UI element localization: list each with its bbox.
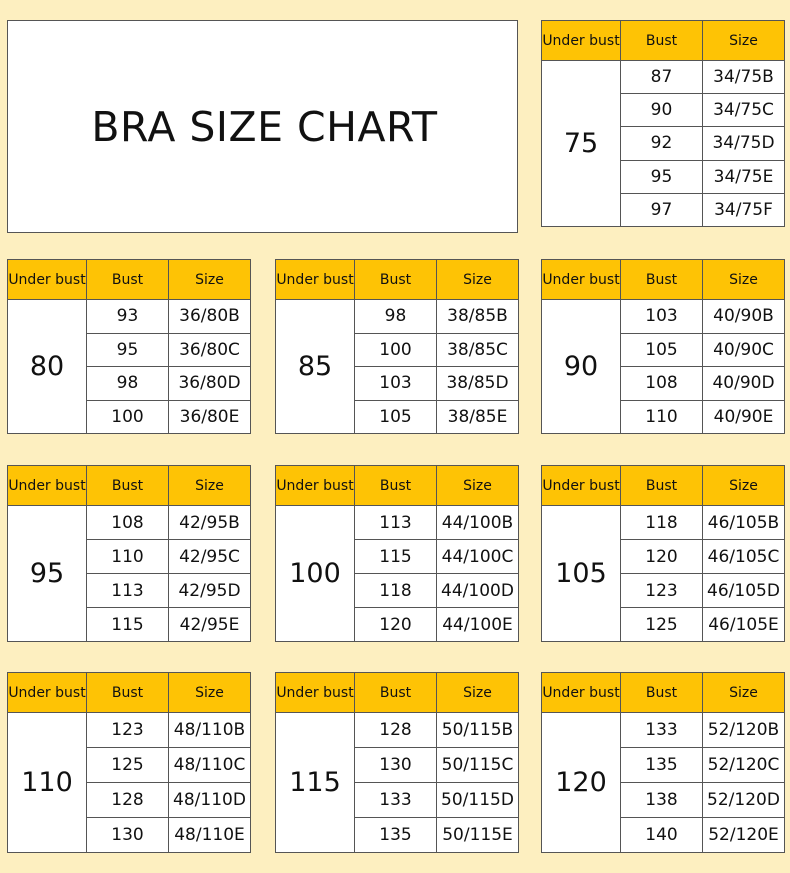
size-value: 36/80E xyxy=(169,400,251,434)
size-header: Size xyxy=(437,673,519,713)
bust-value: 115 xyxy=(87,608,169,642)
under-bust-value: 75 xyxy=(542,61,621,227)
under-bust-value: 85 xyxy=(276,300,355,434)
table-row xyxy=(542,300,785,334)
size-value: 42/95D xyxy=(169,574,251,608)
size-value: 40/90C xyxy=(703,333,785,367)
bust-value: 133 xyxy=(355,783,437,818)
under-bust-value: 100 xyxy=(276,506,355,642)
bust-value: 123 xyxy=(87,713,169,748)
under-bust-value: 90 xyxy=(542,300,621,434)
size-value: 46/105B xyxy=(703,506,785,540)
size-table xyxy=(541,465,785,642)
size-table xyxy=(7,672,251,853)
under-bust-header: Under bust xyxy=(276,260,355,300)
under-bust-value: 110 xyxy=(8,713,87,853)
bust-value: 100 xyxy=(87,400,169,434)
under-bust-value: 105 xyxy=(542,506,621,642)
size-value: 38/85E xyxy=(437,400,519,434)
under-bust-header: Under bust xyxy=(276,673,355,713)
size-value: 44/100B xyxy=(437,506,519,540)
size-header: Size xyxy=(437,260,519,300)
size-value: 48/110B xyxy=(169,713,251,748)
bust-value: 115 xyxy=(355,540,437,574)
size-value: 42/95E xyxy=(169,608,251,642)
bust-value: 130 xyxy=(355,748,437,783)
table-row xyxy=(8,713,251,748)
size-value: 50/115E xyxy=(437,818,519,853)
size-value: 36/80D xyxy=(169,367,251,401)
under-bust-header: Under bust xyxy=(542,21,621,61)
size-table xyxy=(541,20,785,227)
bust-value: 95 xyxy=(621,160,703,193)
bust-header: Bust xyxy=(355,466,437,506)
size-value: 38/85D xyxy=(437,367,519,401)
under-bust-header: Under bust xyxy=(8,466,87,506)
size-value: 40/90E xyxy=(703,400,785,434)
header-row xyxy=(8,466,251,506)
bust-value: 135 xyxy=(355,818,437,853)
size-value: 48/110C xyxy=(169,748,251,783)
size-value: 52/120D xyxy=(703,783,785,818)
bust-value: 118 xyxy=(621,506,703,540)
bust-value: 120 xyxy=(621,540,703,574)
bust-value: 103 xyxy=(621,300,703,334)
table-row xyxy=(276,300,519,334)
bust-value: 110 xyxy=(621,400,703,434)
size-value: 44/100E xyxy=(437,608,519,642)
size-value: 50/115C xyxy=(437,748,519,783)
table-row xyxy=(276,713,519,748)
under-bust-header: Under bust xyxy=(542,673,621,713)
title-box xyxy=(7,20,518,233)
table-row xyxy=(8,300,251,334)
size-value: 48/110D xyxy=(169,783,251,818)
bust-value: 98 xyxy=(87,367,169,401)
bust-value: 93 xyxy=(87,300,169,334)
size-table xyxy=(275,672,519,853)
page-title: BRA SIZE CHART xyxy=(91,102,438,151)
header-row xyxy=(542,466,785,506)
size-value: 42/95C xyxy=(169,540,251,574)
bust-value: 133 xyxy=(621,713,703,748)
size-header: Size xyxy=(703,466,785,506)
bust-value: 140 xyxy=(621,818,703,853)
size-value: 50/115D xyxy=(437,783,519,818)
header-row xyxy=(276,673,519,713)
size-value: 52/120E xyxy=(703,818,785,853)
size-header: Size xyxy=(703,21,785,61)
size-value: 38/85B xyxy=(437,300,519,334)
size-value: 36/80C xyxy=(169,333,251,367)
size-value: 34/75E xyxy=(703,160,785,193)
bust-value: 128 xyxy=(87,783,169,818)
size-value: 44/100D xyxy=(437,574,519,608)
header-row xyxy=(542,673,785,713)
size-table xyxy=(7,259,251,434)
header-row xyxy=(276,260,519,300)
bust-value: 113 xyxy=(87,574,169,608)
header-row xyxy=(8,260,251,300)
bust-value: 113 xyxy=(355,506,437,540)
bust-value: 135 xyxy=(621,748,703,783)
size-value: 52/120C xyxy=(703,748,785,783)
under-bust-header: Under bust xyxy=(542,466,621,506)
under-bust-header: Under bust xyxy=(8,673,87,713)
size-value: 46/105C xyxy=(703,540,785,574)
size-value: 40/90D xyxy=(703,367,785,401)
table-row xyxy=(542,506,785,540)
bust-value: 97 xyxy=(621,193,703,226)
size-table xyxy=(275,259,519,434)
size-header: Size xyxy=(169,466,251,506)
under-bust-header: Under bust xyxy=(276,466,355,506)
bust-value: 105 xyxy=(621,333,703,367)
header-row xyxy=(8,673,251,713)
under-bust-value: 80 xyxy=(8,300,87,434)
bust-header: Bust xyxy=(621,466,703,506)
under-bust-header: Under bust xyxy=(542,260,621,300)
bust-value: 110 xyxy=(87,540,169,574)
bust-value: 100 xyxy=(355,333,437,367)
size-table xyxy=(541,672,785,853)
size-value: 46/105E xyxy=(703,608,785,642)
bust-value: 108 xyxy=(87,506,169,540)
bust-value: 130 xyxy=(87,818,169,853)
under-bust-header: Under bust xyxy=(8,260,87,300)
bust-value: 103 xyxy=(355,367,437,401)
table-row xyxy=(8,506,251,540)
bust-value: 118 xyxy=(355,574,437,608)
bust-header: Bust xyxy=(621,260,703,300)
size-header: Size xyxy=(703,673,785,713)
size-value: 34/75C xyxy=(703,94,785,127)
bust-value: 105 xyxy=(355,400,437,434)
table-row xyxy=(276,506,519,540)
bust-value: 128 xyxy=(355,713,437,748)
bust-value: 108 xyxy=(621,367,703,401)
bust-value: 98 xyxy=(355,300,437,334)
size-value: 42/95B xyxy=(169,506,251,540)
size-header: Size xyxy=(169,673,251,713)
bust-value: 87 xyxy=(621,61,703,94)
size-value: 52/120B xyxy=(703,713,785,748)
size-header: Size xyxy=(169,260,251,300)
size-value: 38/85C xyxy=(437,333,519,367)
bust-header: Bust xyxy=(355,673,437,713)
header-row xyxy=(276,466,519,506)
bust-value: 138 xyxy=(621,783,703,818)
bust-value: 90 xyxy=(621,94,703,127)
size-table xyxy=(275,465,519,642)
size-value: 34/75B xyxy=(703,61,785,94)
bust-value: 125 xyxy=(87,748,169,783)
size-value: 34/75F xyxy=(703,193,785,226)
under-bust-value: 120 xyxy=(542,713,621,853)
size-table xyxy=(7,465,251,642)
header-row xyxy=(542,260,785,300)
bust-header: Bust xyxy=(87,260,169,300)
under-bust-value: 95 xyxy=(8,506,87,642)
size-value: 50/115B xyxy=(437,713,519,748)
bust-value: 95 xyxy=(87,333,169,367)
size-value: 34/75D xyxy=(703,127,785,160)
bust-header: Bust xyxy=(87,466,169,506)
bust-header: Bust xyxy=(87,673,169,713)
size-table xyxy=(541,259,785,434)
bust-header: Bust xyxy=(621,21,703,61)
bust-value: 120 xyxy=(355,608,437,642)
bust-value: 123 xyxy=(621,574,703,608)
size-header: Size xyxy=(703,260,785,300)
size-value: 44/100C xyxy=(437,540,519,574)
table-row xyxy=(542,713,785,748)
under-bust-value: 115 xyxy=(276,713,355,853)
bust-header: Bust xyxy=(355,260,437,300)
size-value: 48/110E xyxy=(169,818,251,853)
size-value: 46/105D xyxy=(703,574,785,608)
table-row xyxy=(542,61,785,94)
size-value: 40/90B xyxy=(703,300,785,334)
bust-header: Bust xyxy=(621,673,703,713)
size-header: Size xyxy=(437,466,519,506)
header-row xyxy=(542,21,785,61)
size-value: 36/80B xyxy=(169,300,251,334)
bust-value: 92 xyxy=(621,127,703,160)
bust-value: 125 xyxy=(621,608,703,642)
